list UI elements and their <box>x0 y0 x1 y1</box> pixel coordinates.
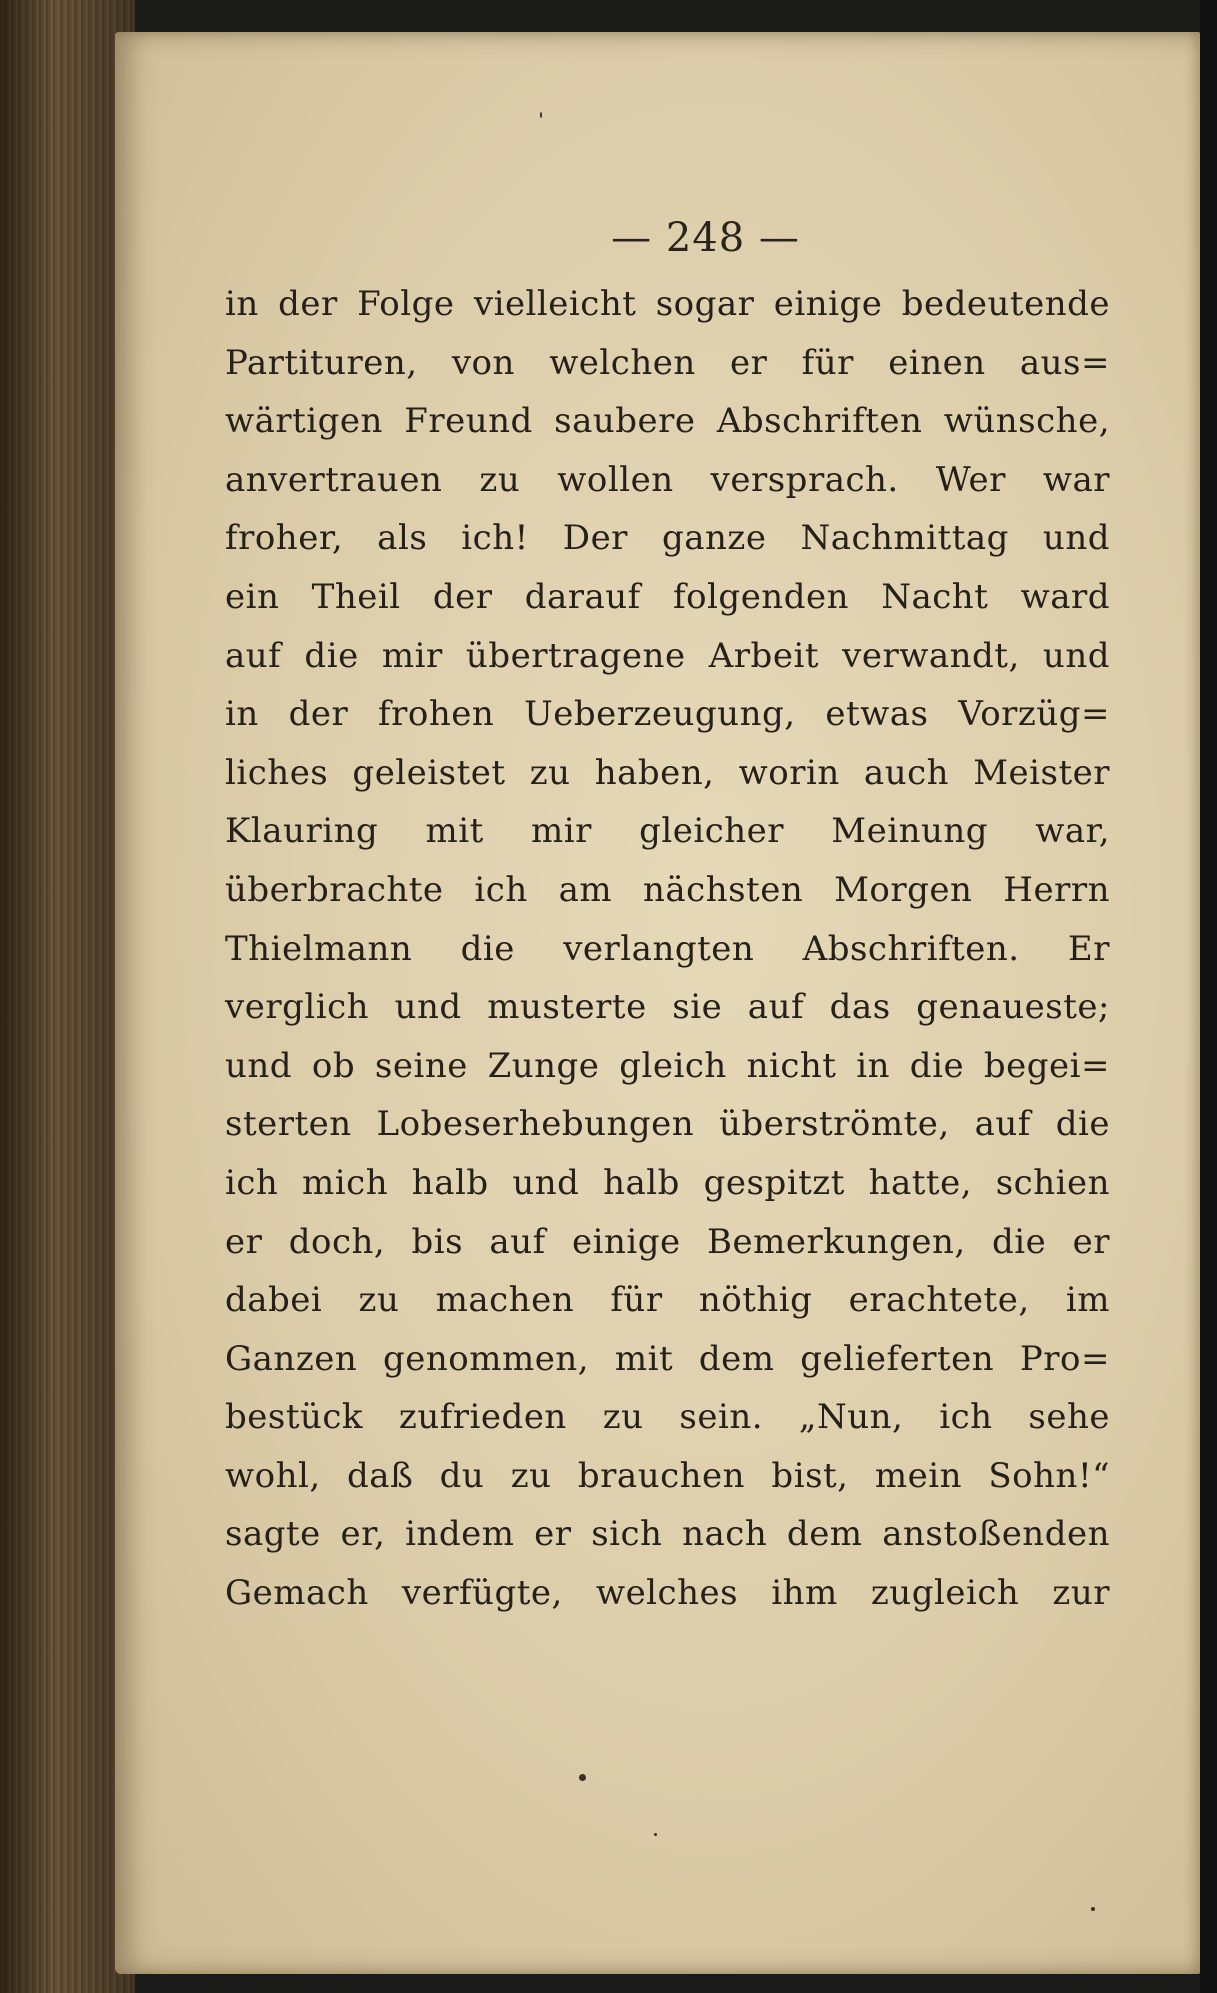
text-line: froher, als ich! Der ganze Nachmittag und <box>225 518 1110 559</box>
text-line: liches geleistet zu haben, worin auch Meister <box>225 752 1110 793</box>
scan-right-border <box>1200 0 1217 1993</box>
text-line: ich mich halb und halb gespitzt hatte, schien <box>225 1162 1110 1203</box>
text-line: sagte er, indem er sich nach dem anstoßenden <box>225 1514 1110 1555</box>
text-line: wärtigen Freund saubere Abschriften wünsche, <box>225 401 1110 442</box>
text-line: verglich und musterte sie auf das genaueste; <box>225 987 1110 1028</box>
text-line: dabei zu machen für nöthig erachtete, im <box>225 1280 1110 1321</box>
text-line: ein Theil der darauf folgenden Nacht ward <box>225 576 1110 617</box>
text-line: überbrachte ich am nächsten Morgen Herrn <box>225 869 1110 910</box>
text-line: auf die mir übertragene Arbeit verwandt, und <box>225 635 1110 676</box>
text-line: Gemach verfügte, welches ihm zugleich zur <box>225 1573 1110 1614</box>
text-line: Ganzen genommen, mit dem gelieferten Pro= <box>225 1338 1110 1379</box>
text-line: in der Folge vielleicht sogar einige bedeutende <box>225 284 1110 324</box>
body-text <box>225 275 1110 1623</box>
text-line: er doch, bis auf einige Bemerkungen, die er <box>225 1221 1110 1262</box>
text-line: Thielmann die verlangten Abschriften. Er <box>225 928 1110 969</box>
page-number: — 248 — <box>611 215 800 261</box>
text-line: bestück zufrieden zu sein. „Nun, ich sehe <box>225 1397 1110 1438</box>
paper-speck <box>654 1833 657 1836</box>
text-line: Partituren, von welchen er für einen aus= <box>225 342 1110 383</box>
paper-speck <box>579 1774 586 1781</box>
paper-speck <box>1091 1907 1095 1911</box>
text-line: und ob seine Zunge gleich nicht in die begei= <box>225 1045 1110 1086</box>
text-line: Klauring mit mir gleicher Meinung war, <box>225 811 1110 852</box>
text-line: wohl, daß du zu brauchen bist, mein Sohn!“ <box>225 1455 1110 1496</box>
text-line: sterten Lobeserhebungen überströmte, auf die <box>225 1104 1110 1145</box>
paper-speck <box>540 112 542 118</box>
text-line: in der frohen Ueberzeugung, etwas Vorzüg= <box>225 694 1110 735</box>
text-line: anvertrauen zu wollen versprach. Wer war <box>225 459 1110 500</box>
